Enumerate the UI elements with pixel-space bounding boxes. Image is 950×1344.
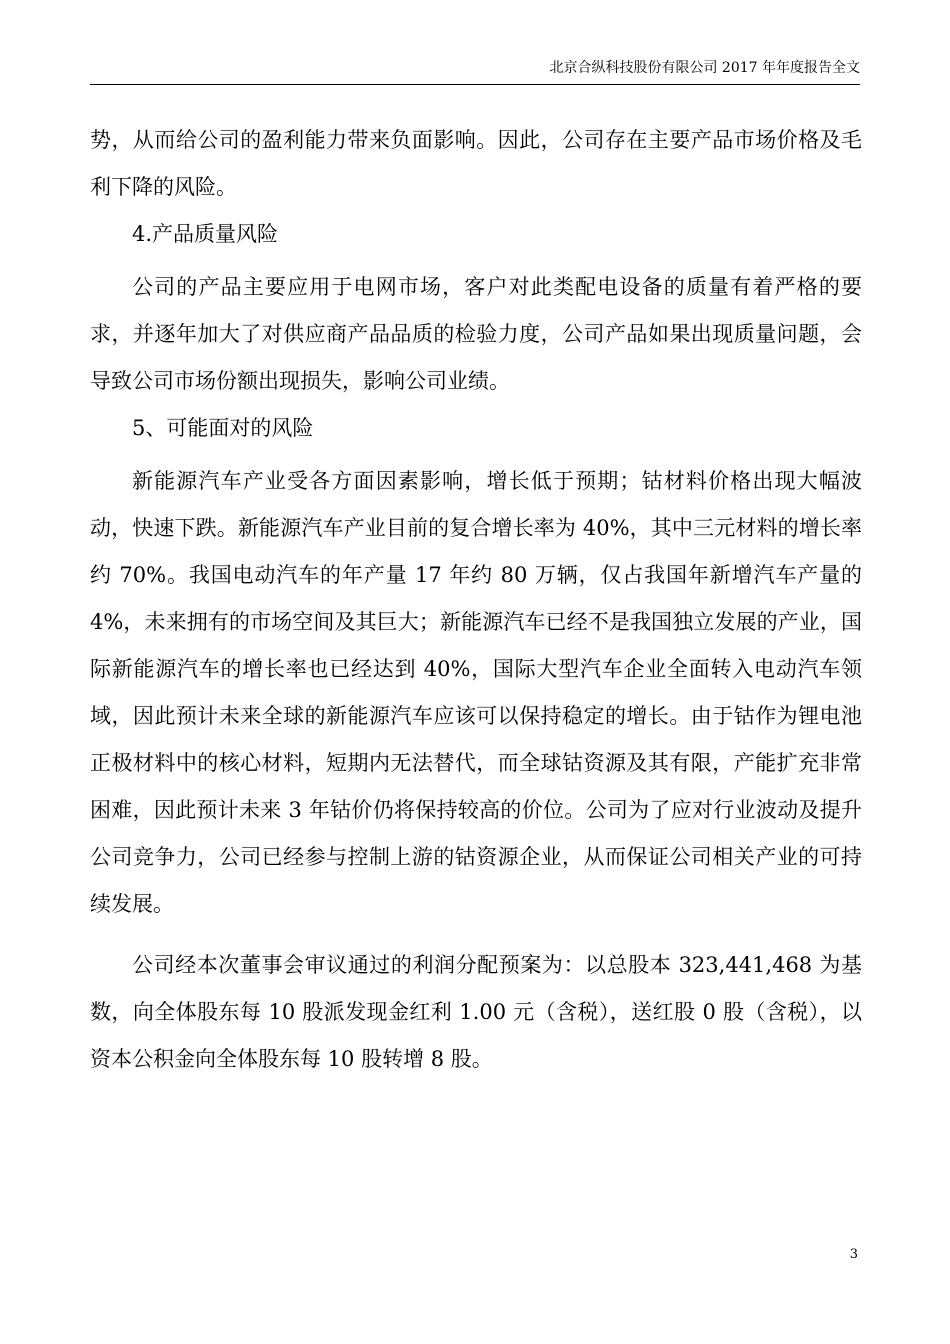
section-heading-quality-risk: 4.产品质量风险 (132, 222, 279, 246)
page-number: 3 (849, 1247, 858, 1262)
report-title: 北京合纵科技股份有限公司 2017 年年度报告全文 (549, 60, 860, 76)
page-body (90, 117, 862, 1083)
paragraph-continuation: 势，从而给公司的盈利能力带来负面影响。因此，公司存在主要产品市场价格及毛利下降的风险。 (90, 128, 862, 199)
paragraph-quality-risk: 公司的产品主要应用于电网市场，客户对此类配电设备的质量有着严格的要求，并逐年加大了对供应商产品品质的检验力度，公司产品如果出现质量问题，会导致公司市场份额出现损失，影响公司业绩。 (90, 275, 862, 393)
page-header (90, 58, 860, 85)
section-heading-possible-risks: 5、可能面对的风险 (132, 416, 314, 440)
paragraph-possible-risks: 新能源汽车产业受各方面因素影响，增长低于预期；钴材料价格出现大幅波动，快速下跌。新能源汽车产业目前的复合增长率为 40%，其中三元材料的增长率约 70%。我国电动汽车的年产量 17 年约 80 万辆，仅占我国年新增汽车产量的 4%，未来拥有的市场空间及其巨大；新能源汽车已经不是我国独立发展的产业，国际新能源汽车的增长率也已经达到 40%，国际大型汽车企业全面转入电动汽车领域，因此预计未来全球的新能源汽车应该可以保持稳定的增长。由于钴作为锂电池正极材料中的核心材料，短期内无法替代，而全球钴资源及其有限，产能扩充非常困难，因此预计未来 3 年钴价仍将保持较高的价位。公司为了应对行业波动及提升公司竞争力，公司已经参与控制上游的钴资源企业，从而保证公司相关产业的可持续发展。 (90, 469, 862, 916)
paragraph-profit-distribution: 公司经本次董事会审议通过的利润分配预案为：以总股本 323,441,468 为基数，向全体股东每 10 股派发现金红利 1.00 元（含税），送红股 0 股（含税），以资本公积金向全体股东每 10 股转增 8 股。 (90, 953, 862, 1071)
